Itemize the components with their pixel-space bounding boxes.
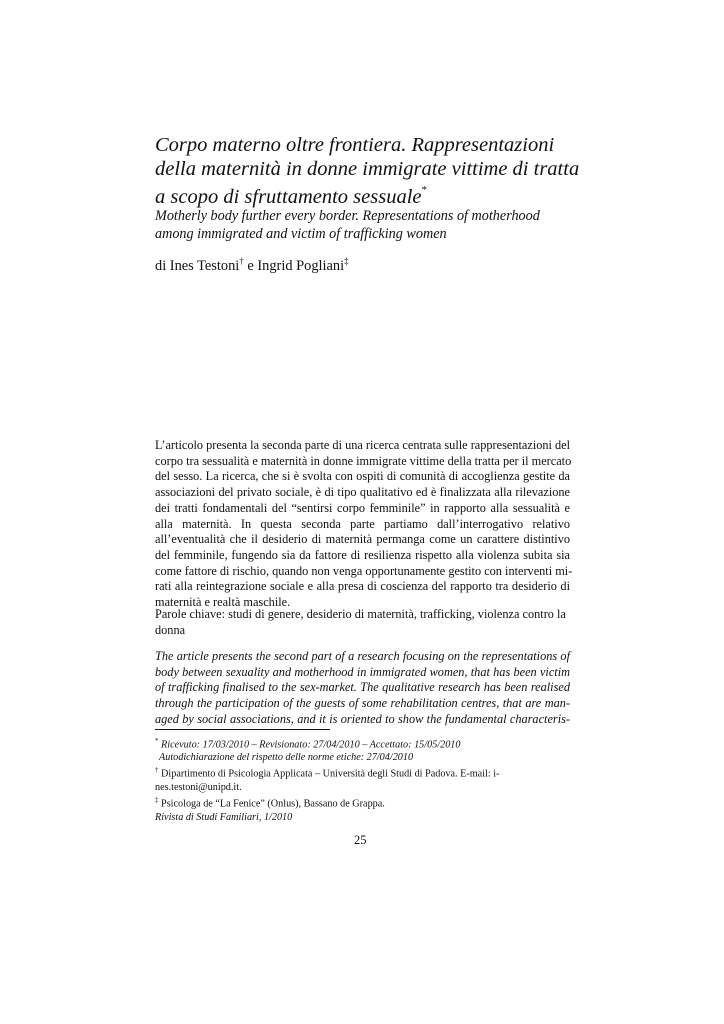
title-line-text: a scopo di sfruttamento sessuale <box>155 185 422 208</box>
footnote-star-marker: * <box>155 737 159 745</box>
abstract-en-line: body between sexuality and motherhood in immigrated women, that has been victim <box>155 664 570 679</box>
abstract-en-line: The article presents the second part of a research focusing on the representations of <box>155 649 570 663</box>
author2-footnote-marker: ‡ <box>344 256 349 266</box>
footnote-ddagger-marker: ‡ <box>155 795 159 804</box>
author1-footnote-marker: † <box>239 256 244 266</box>
footnote-divider <box>155 729 330 730</box>
footnote-received <box>155 735 570 751</box>
keywords-line: donna <box>155 623 186 637</box>
abstract-english <box>155 649 570 728</box>
abstract-line: del femminile, fungendo sia da fattore di resilienza rispetto alla violenza subita sia <box>155 547 570 562</box>
affiliation-2-text: Psicologa de “La Fenice” (Onlus), Bassano de Grappa. <box>161 798 385 810</box>
abstract-en-line: aged by social associations, and it is oriented to show the fundamental characteris- <box>155 711 570 726</box>
ethics-statement: Autodichiarazione del rispetto delle norme etiche: 27/04/2010 <box>159 752 414 764</box>
abstract-line: maternità e realtà maschile. <box>155 595 291 610</box>
footnote-affiliation-1 <box>155 764 570 780</box>
abstract-line: L’articolo presenta la seconda parte di una ricerca centrata sulle rappresentazioni del <box>155 438 571 452</box>
article-title <box>155 134 580 209</box>
abstract-en-line: of trafficking finalised to the sex-market. The qualitative research has been realised <box>155 680 570 695</box>
title-line: della maternità in donne immigrate vittime di tratta <box>155 157 580 180</box>
title-line <box>155 181 575 209</box>
abstract-line: alla maternità. In questa seconda parte partiamo dall’interrogativo relativo <box>155 516 570 531</box>
author-middle: e Ingrid Pogliani <box>243 257 345 274</box>
abstract-line: corpo tra sessualità e maternità in donne immigrate vittime della tratta per il mercato <box>155 453 572 468</box>
abstract-line: come fattore di rischio, quando non venga opportunamente gestito con interventi mi- <box>155 563 573 578</box>
affiliation-1-continued: nes.testoni@unipd.it. <box>155 781 242 793</box>
title-line: Corpo materno oltre frontiera. Rappresentazioni <box>155 134 555 156</box>
footnote-dagger-marker: † <box>155 766 159 775</box>
footnotes <box>155 735 570 810</box>
abstract-line: del sesso. La ricerca, che si è svolta con ospiti di comunità di accoglienza gestite da <box>155 469 570 484</box>
author-line <box>155 256 349 275</box>
abstract-line: all’eventualità che il desiderio di maternità permanga come un carattere distintivo <box>155 532 570 547</box>
journal-citation: Rivista di Studi Familiari, 1/2010 <box>155 812 293 823</box>
abstract-line: associazioni del privato sociale, è di tipo qualitativo ed è finalizzata alla rilevazione <box>155 485 570 500</box>
footnote-affiliation-2 <box>155 794 570 810</box>
keywords <box>155 606 570 638</box>
subtitle-line: among immigrated and victim of trafficking women <box>155 226 447 242</box>
received-dates: Ricevuto: 17/03/2010 – Revisionato: 27/04/2010 – Accettato: 15/05/2010 <box>161 739 461 751</box>
affiliation-1-text: Dipartimento di Psicologia Applicata – Università degli Studi di Padova. E-mail: i- <box>161 768 500 780</box>
abstract-italian <box>155 438 573 611</box>
page-number: 25 <box>354 833 367 847</box>
author-prefix: di Ines Testoni <box>155 257 240 274</box>
english-title <box>155 207 575 243</box>
abstract-line: dei tratti fondamentali del “sentirsi corpo femminile” in rapporto alla sessualità e <box>155 500 570 515</box>
abstract-line: rati alla reintegrazione sociale e alla presa di coscienza del rapporto tra desiderio di <box>155 579 570 594</box>
subtitle-line: Motherly body further every border. Representations of motherhood <box>155 208 540 224</box>
keywords-line: Parole chiave: studi di genere, desiderio di maternità, trafficking, violenza contro la <box>155 607 566 621</box>
abstract-en-line: through the participation of the guests of some rehabilitation centres, that are man- <box>155 696 570 711</box>
title-footnote-marker: * <box>421 184 427 196</box>
